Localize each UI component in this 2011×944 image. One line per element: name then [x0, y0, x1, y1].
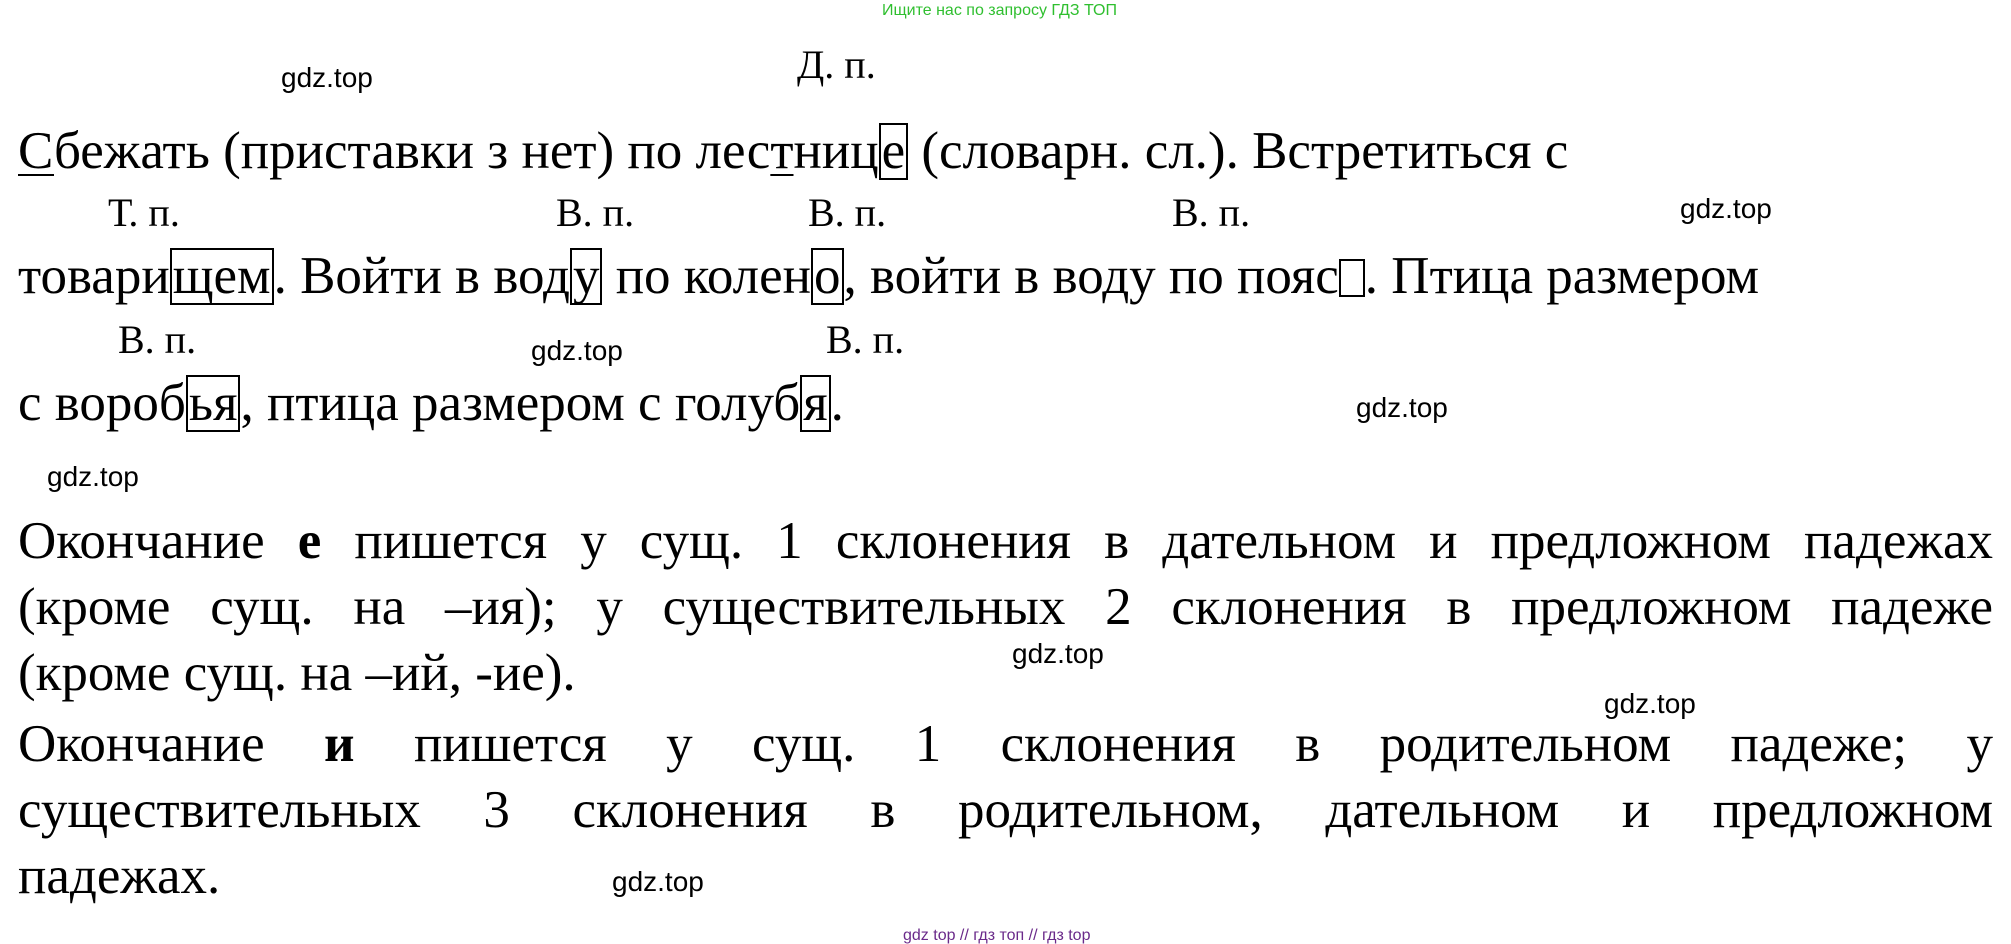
case-label-vp: В. п. — [1172, 190, 1251, 235]
rule-1-line-3: (кроме сущ. на –ий, -ие). — [18, 644, 576, 702]
watermark: gdz.top — [612, 866, 704, 897]
boxed-ending: о — [811, 248, 844, 305]
underlined-letter: т — [770, 122, 794, 180]
bold-ending: е — [297, 512, 322, 570]
case-label-tp: Т. п. — [108, 190, 180, 235]
exercise-line-1: Сбежать (приставки з нет) по лестнице (словарн. сл.). Встретиться с — [18, 122, 1569, 180]
exercise-line-3: с воробья, птица размером с голубя. — [18, 374, 844, 432]
watermark: gdz.top — [1604, 688, 1696, 719]
rule-1-line-2: (кроме сущ. на –ия); у существительных 2 склонения в предложном падеже — [18, 578, 1993, 636]
watermark: gdz.top — [281, 62, 373, 93]
watermark: gdz.top — [531, 335, 623, 366]
empty-ending-box — [1339, 259, 1365, 297]
rule-2-line-2: существительных 3 склонения в родительном, дательном и предложном — [18, 781, 1993, 839]
boxed-ending: у — [570, 248, 603, 305]
top-banner: Ищите нас по запросу ГДЗ ТОП — [882, 2, 1117, 19]
watermark: gdz.top — [1680, 193, 1772, 224]
watermark: gdz.top — [1356, 392, 1448, 423]
rule-2-line-3: падежах. — [18, 847, 221, 905]
underlined-letter: С — [18, 122, 54, 180]
case-label-dp: Д. п. — [797, 42, 876, 87]
boxed-ending: е — [879, 123, 909, 180]
boxed-ending: я — [800, 375, 830, 432]
exercise-line-2: товарищем. Войти в воду по колено, войти в воду по пояс . Птица размером — [18, 247, 1760, 305]
case-label-vp: В. п. — [556, 190, 635, 235]
boxed-ending: ья — [186, 375, 241, 432]
rule-2-line-1: Окончание и пишется у сущ. 1 склонения в родительном падеже; у — [18, 715, 1993, 773]
footer-links: gdz top // гдз топ // гдз top — [903, 927, 1091, 944]
case-label-vp: В. п. — [826, 317, 905, 362]
watermark: gdz.top — [47, 461, 139, 492]
case-label-vp: В. п. — [118, 317, 197, 362]
rule-1-line-1: Окончание е пишется у сущ. 1 склонения в дательном и предложном падежах — [18, 512, 1993, 570]
case-label-vp: В. п. — [808, 190, 887, 235]
watermark: gdz.top — [1012, 638, 1104, 669]
boxed-ending: щем — [170, 248, 274, 305]
bold-ending: и — [324, 715, 355, 773]
